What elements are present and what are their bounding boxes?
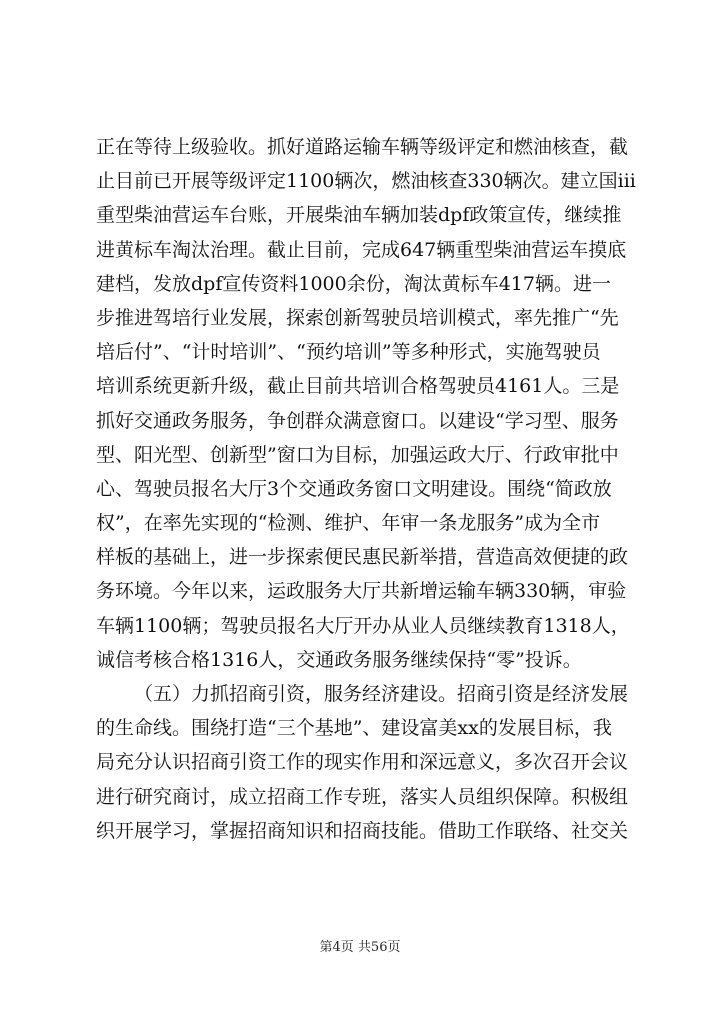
text-line: 心、驾驶员报名大厅3个交通政务窗口文明建设。围绕“简政放: [96, 477, 612, 500]
text-line: 车辆1100辆；驾驶员报名大厅开办从业人员继续教育1318人，: [96, 614, 630, 637]
text-line: 样板的基础上，进一步探索便民惠民新举措，营造高效便捷的政: [96, 546, 629, 569]
body-text: [96, 130, 636, 848]
text-line: 局充分认识招商引资工作的现实作用和深远意义，多次召开会议: [96, 751, 629, 774]
text-line: 权”，在率先实现的“检测、维护、年审一条龙服务”成为全市: [96, 512, 601, 535]
text-line: 重型柴油营运车台账，开展柴油车辆加装dpf政策宣传，继续推: [96, 204, 622, 227]
page-number: 第4页 共56页: [319, 940, 401, 955]
text-line: 诚信考核合格1316人，交通政务服务继续保持“零”投诉。: [96, 648, 582, 671]
text-line: 建档，发放dpf宣传资料1000余份，淘汰黄标车417辆。进一: [96, 272, 611, 295]
text-line: 止目前已开展等级评定1100辆次，燃油核查330辆次。建立国iii: [96, 170, 636, 193]
text-line: 型、阳光型、创新型”窗口为目标，加强运政大厅、行政审批中: [96, 443, 619, 466]
section-heading-line: （五）力抓招商引资，服务经济建设。招商引资是经济发展: [134, 683, 629, 705]
text-line: 培后付”、“计时培训”、“预约培训”等多种形式，实施驾驶员: [96, 341, 601, 364]
text-line: 正在等待上级验收。抓好道路运输车辆等级评定和燃油核查，截: [96, 136, 629, 158]
text-line: 的生命线。围绕打造“三个基地”、建设富美xx的发展目标，我: [96, 717, 612, 740]
text-line: 织开展学习，掌握招商知识和招商技能。借助工作联络、社交关: [96, 819, 629, 842]
text-line: 进黄标车淘汰治理。截止目前，完成647辆重型柴油营运车摸底: [96, 238, 627, 261]
text-line: 进行研究商讨，成立招商工作专班，落实人员组织保障。积极组: [96, 785, 629, 808]
text-line: 抓好交通政务服务，争创群众满意窗口。以建设“学习型、服务: [96, 409, 619, 432]
text-line: 培训系统更新升级，截止目前共培训合格驾驶员4161人。三是: [96, 375, 620, 398]
text-line: 务环境。今年以来，运政服务大厅共新增运输车辆330辆，审验: [96, 580, 627, 603]
text-line: 步推进驾培行业发展，探索创新驾驶员培训模式，率先推广“先: [96, 306, 619, 329]
